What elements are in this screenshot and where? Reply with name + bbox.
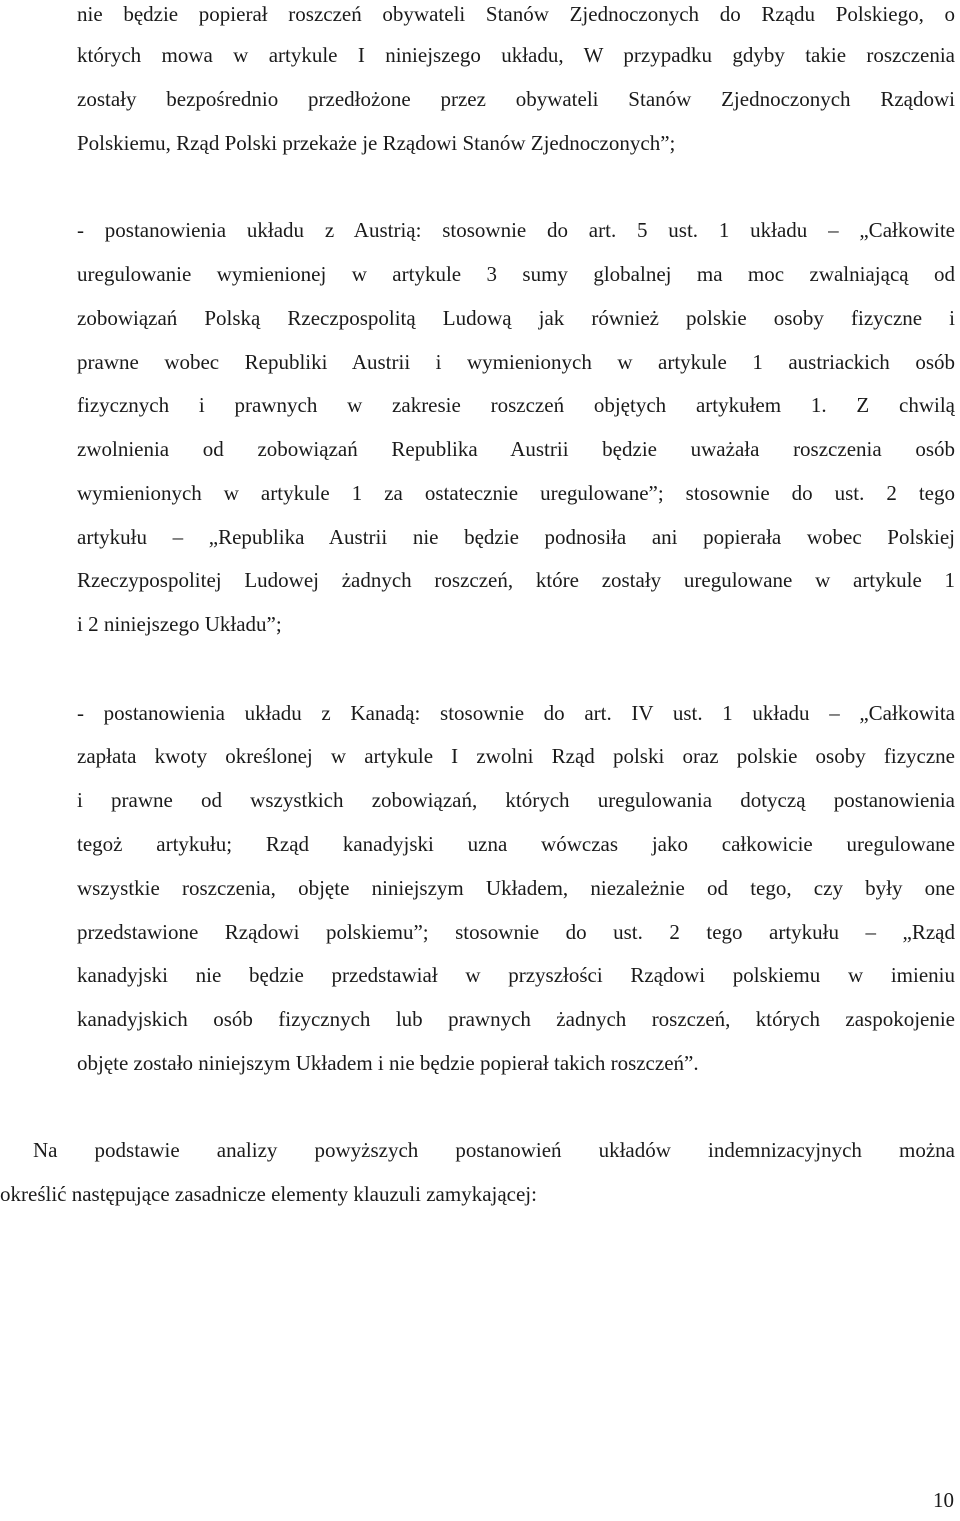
text-line: tegoż artykułu; Rząd kanadyjski uzna wówczas jako całkowicie uregulowane — [77, 832, 955, 856]
text-line: i prawne od wszystkich zobowiązań, których uregulowania dotyczą postanowienia — [77, 788, 955, 812]
text-line: prawne wobec Republiki Austrii i wymienionych w artykule 1 austriackich osób — [77, 350, 955, 374]
text-line: zobowiązań Polską Rzeczpospolitą Ludową jak również polskie osoby fizyczne i — [77, 306, 955, 330]
text-line: których mowa w artykule I niniejszego układu, W przypadku gdyby takie roszczenia — [77, 43, 955, 67]
text-line: uregulowanie wymienionej w artykule 3 sumy globalnej ma moc zwalniającą od — [77, 262, 955, 286]
text-line: fizycznych i prawnych w zakresie roszczeń objętych artykułem 1. Z chwilą — [77, 393, 955, 417]
text-line: kanadyjskich osób fizycznych lub prawnych żadnych roszczeń, których zaspokojenie — [77, 1007, 955, 1031]
text-line: zostały bezpośrednio przedłożone przez obywateli Stanów Zjednoczonych Rządowi — [77, 87, 955, 111]
page-number: 10 — [933, 1488, 954, 1512]
text-line: - postanowienia układu z Kanadą: stosownie do art. IV ust. 1 układu – „Całkowita — [77, 701, 955, 725]
text-line: nie będzie popierał roszczeń obywateli Stanów Zjednoczonych do Rządu Polskiego, o — [77, 2, 955, 26]
text-line: - postanowienia układu z Austrią: stosownie do art. 5 ust. 1 układu – „Całkowite — [77, 218, 955, 242]
text-line: wymienionych w artykule 1 za ostatecznie uregulowane”; stosownie do ust. 2 tego — [77, 481, 955, 505]
text-line: przedstawione Rządowi polskiemu”; stosownie do ust. 2 tego artykułu – „Rząd — [77, 920, 955, 944]
text-line: Rzeczypospolitej Ludowej żadnych roszczeń, które zostały uregulowane w artykule 1 — [77, 568, 955, 592]
text-line: Na podstawie analizy powyższych postanowień układów indemnizacyjnych można — [33, 1138, 955, 1162]
text-line: zwolnienia od zobowiązań Republika Austrii będzie uważała roszczenia osób — [77, 437, 955, 461]
text-line: artykułu – „Republika Austrii nie będzie podnosiła ani popierała wobec Polskiej — [77, 525, 955, 549]
text-line: Polskiemu, Rząd Polski przekaże je Rządowi Stanów Zjednoczonych”; — [77, 131, 676, 155]
text-line: i 2 niniejszego Układu”; — [77, 612, 282, 636]
text-line: wszystkie roszczenia, objęte niniejszym Układem, niezależnie od tego, czy były one — [77, 876, 955, 900]
text-line: określić następujące zasadnicze elementy klauzuli zamykającej: — [0, 1182, 537, 1206]
text-line: kanadyjski nie będzie przedstawiał w przyszłości Rządowi polskiemu w imieniu — [77, 963, 955, 987]
text-line: objęte zostało niniejszym Układem i nie będzie popierał takich roszczeń”. — [77, 1051, 699, 1075]
text-line: zapłata kwoty określonej w artykule I zwolni Rząd polski oraz polskie osoby fizyczne — [77, 744, 955, 768]
